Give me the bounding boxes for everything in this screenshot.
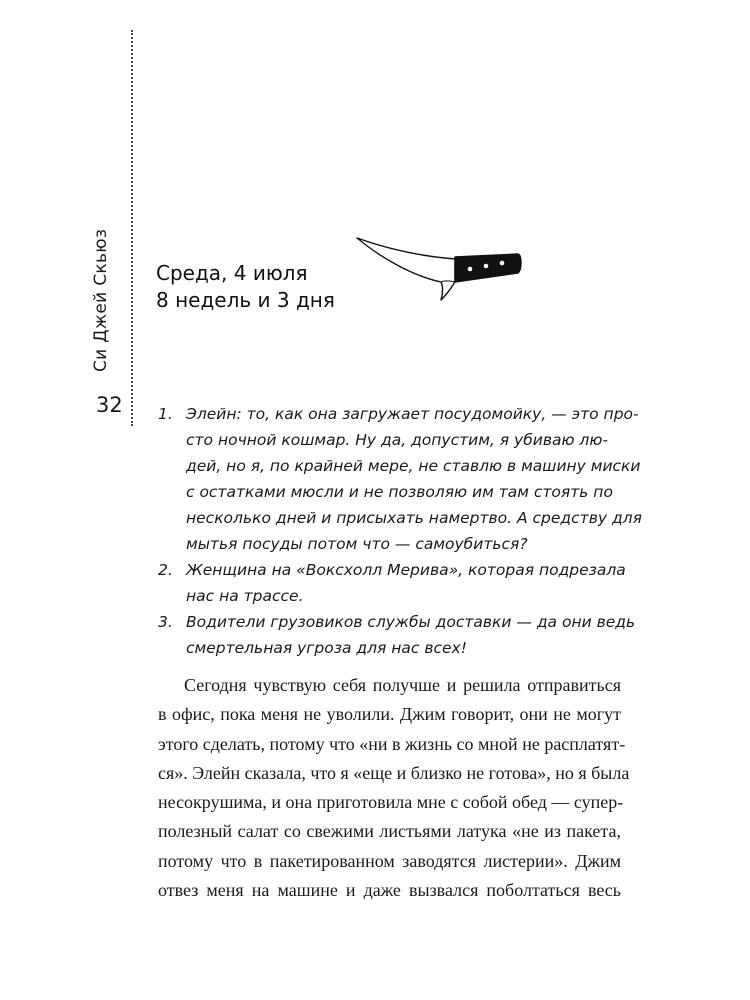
handwritten-list: [158, 401, 642, 661]
list-number: 3.: [158, 613, 173, 631]
heading-date: Среда, 4 июля: [156, 261, 308, 285]
heading-countdown: 8 недель и 3 дня: [156, 288, 335, 312]
body-line: полезный салат со свежими листьями латука «не из пакета,: [158, 821, 621, 842]
body-paragraph: [158, 671, 630, 905]
body-line: несокрушима, и она приготовила мне с собой обед — супер-: [158, 792, 624, 813]
list-number: 1.: [158, 405, 173, 423]
list-line: Элейн: то, как она загружает посудомойку, — это про-: [186, 405, 639, 423]
list-item: [158, 401, 642, 557]
body-line: потому что в пакетированном заводятся листерии». Джим: [158, 850, 621, 871]
list-line: несколько дней и присыхать намертво. А средству для: [186, 509, 642, 527]
body-line: этого сделать, потому что «ни в жизнь со мной не расплатят-: [158, 733, 626, 754]
author-name: Си Джей Скьюз: [91, 228, 111, 372]
dotted-margin-rule: [131, 30, 133, 426]
list-line: Водители грузовиков службы доставки — да они ведь: [186, 613, 636, 631]
list-line: смертельная угроза для нас всех!: [186, 639, 467, 657]
list-line: нас на трассе.: [186, 587, 304, 605]
list-line: с остатками мюсли и не позволяю им там стоять по: [186, 483, 613, 501]
list-item: [158, 557, 628, 609]
body-line: в офис, пока меня не уволили. Джим говорит, они не могут: [158, 704, 621, 725]
chapter-heading: [156, 260, 335, 314]
list-item: [158, 609, 636, 661]
list-line: дей, но я, по крайней мере, не ставлю в машину миски: [186, 457, 641, 475]
body-line: отвез меня на машине и даже вызвался поболтаться весь: [158, 880, 621, 901]
body-line: Сегодня чувствую себя получше и решила отправиться: [184, 675, 621, 695]
list-line: сто ночной кошмар. Ну да, допустим, я убиваю лю-: [186, 431, 608, 449]
knife-icon: [355, 232, 523, 304]
list-number: 2.: [158, 561, 173, 579]
list-line: Женщина на «Воксхолл Мерива», которая подрезала: [186, 561, 626, 579]
list-line: мытья посуды потом что — самоубиться?: [186, 535, 528, 553]
page-number: 32: [96, 393, 123, 417]
body-line: ся». Элейн сказала, что я «еще и близко не готова», но я была: [158, 762, 630, 783]
